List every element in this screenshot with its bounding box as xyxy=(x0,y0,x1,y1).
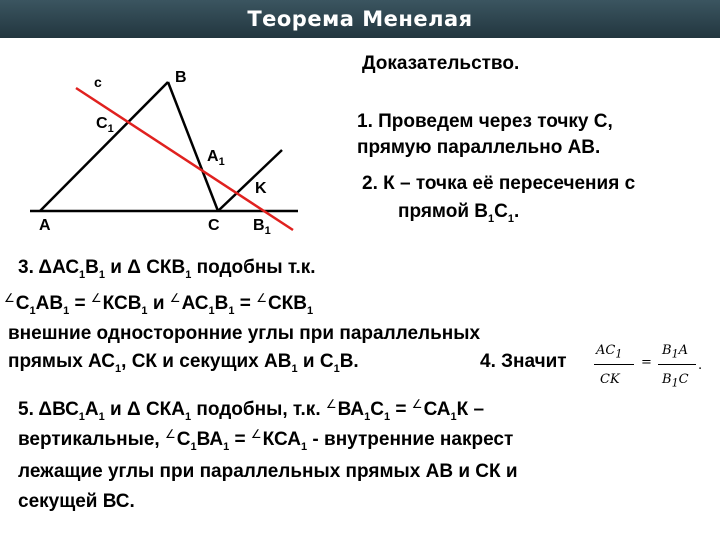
step4-label: 4. Значит xyxy=(480,351,567,372)
angle-icon: ∠ xyxy=(165,427,176,441)
label-b: B xyxy=(175,69,187,86)
side-ab xyxy=(40,82,168,211)
step2-line1: 2. К – точка её пересечения с xyxy=(362,173,636,194)
label-c1: $C_1$ xyxy=(96,115,114,136)
reason-line2: прямых $АС_1$, СК и секущих $АВ_1$ и $С_1В$. xyxy=(8,351,359,375)
angle-icon: ∠ xyxy=(325,397,337,411)
step5-line2: вертикальные, $^\angle С_1ВА_1 = ^\angle КСА_1$ - внутренние накрест xyxy=(18,427,514,453)
label-a1: $A_1$ xyxy=(207,148,225,169)
frac1-bar xyxy=(594,364,634,365)
step3-line: 3. $\Delta АС_1В_1$ и Δ $СКВ_1$ подобны т.к. xyxy=(18,257,316,281)
step5-line4: секущей ВС. xyxy=(18,491,135,512)
slide-title: Теорема Менелая xyxy=(0,0,720,38)
frac1-denominator: CK xyxy=(600,372,620,387)
step5-line: 5. $\Delta ВС_1А_1$ и Δ $СКА_1$ подобны, т.к. $^\angle ВА_1С_1 = ^\angle СА_1К$ – xyxy=(18,397,485,423)
step5-line3: лежащие углы при параллельных прямых АВ и СК и xyxy=(18,461,518,482)
frac2-denominator: $B_1C$ xyxy=(662,372,689,390)
label-a: A xyxy=(39,217,51,234)
step2-line2: прямой $В_1С_1$. xyxy=(398,201,520,225)
angle-icon: ∠ xyxy=(411,397,423,411)
frac2-bar xyxy=(658,364,696,365)
angle-icon: ∠ xyxy=(4,291,15,305)
equals-sign: = xyxy=(641,355,652,370)
label-c: C xyxy=(208,217,220,234)
frac1-numerator: $AC_1$ xyxy=(596,343,623,361)
angle-icon: ∠ xyxy=(256,291,267,305)
reason-line1: внешние односторонние углы при параллельных xyxy=(8,323,481,344)
proof-heading: Доказательство. xyxy=(362,53,520,74)
step1-line2: прямую параллельно АВ. xyxy=(357,137,601,158)
frac2-numerator: $B_1A$ xyxy=(662,343,688,361)
angle-icon: ∠ xyxy=(90,291,102,305)
angle-icon: ∠ xyxy=(169,291,181,305)
label-b1: $B_1$ xyxy=(253,217,271,238)
formula-period: . xyxy=(698,358,703,373)
angle-icon: ∠ xyxy=(250,427,262,441)
step1-line1: 1. Проведем через точку С, xyxy=(357,111,613,132)
label-k: K xyxy=(255,180,267,197)
label-c: c xyxy=(94,74,102,90)
secant-line xyxy=(76,88,293,230)
angles-line: $^\angle С_1АВ_1 = ^\angle КСВ_1$ и $^\angle АС_1В_1 = ^\angle СКВ_1$ xyxy=(4,291,314,317)
